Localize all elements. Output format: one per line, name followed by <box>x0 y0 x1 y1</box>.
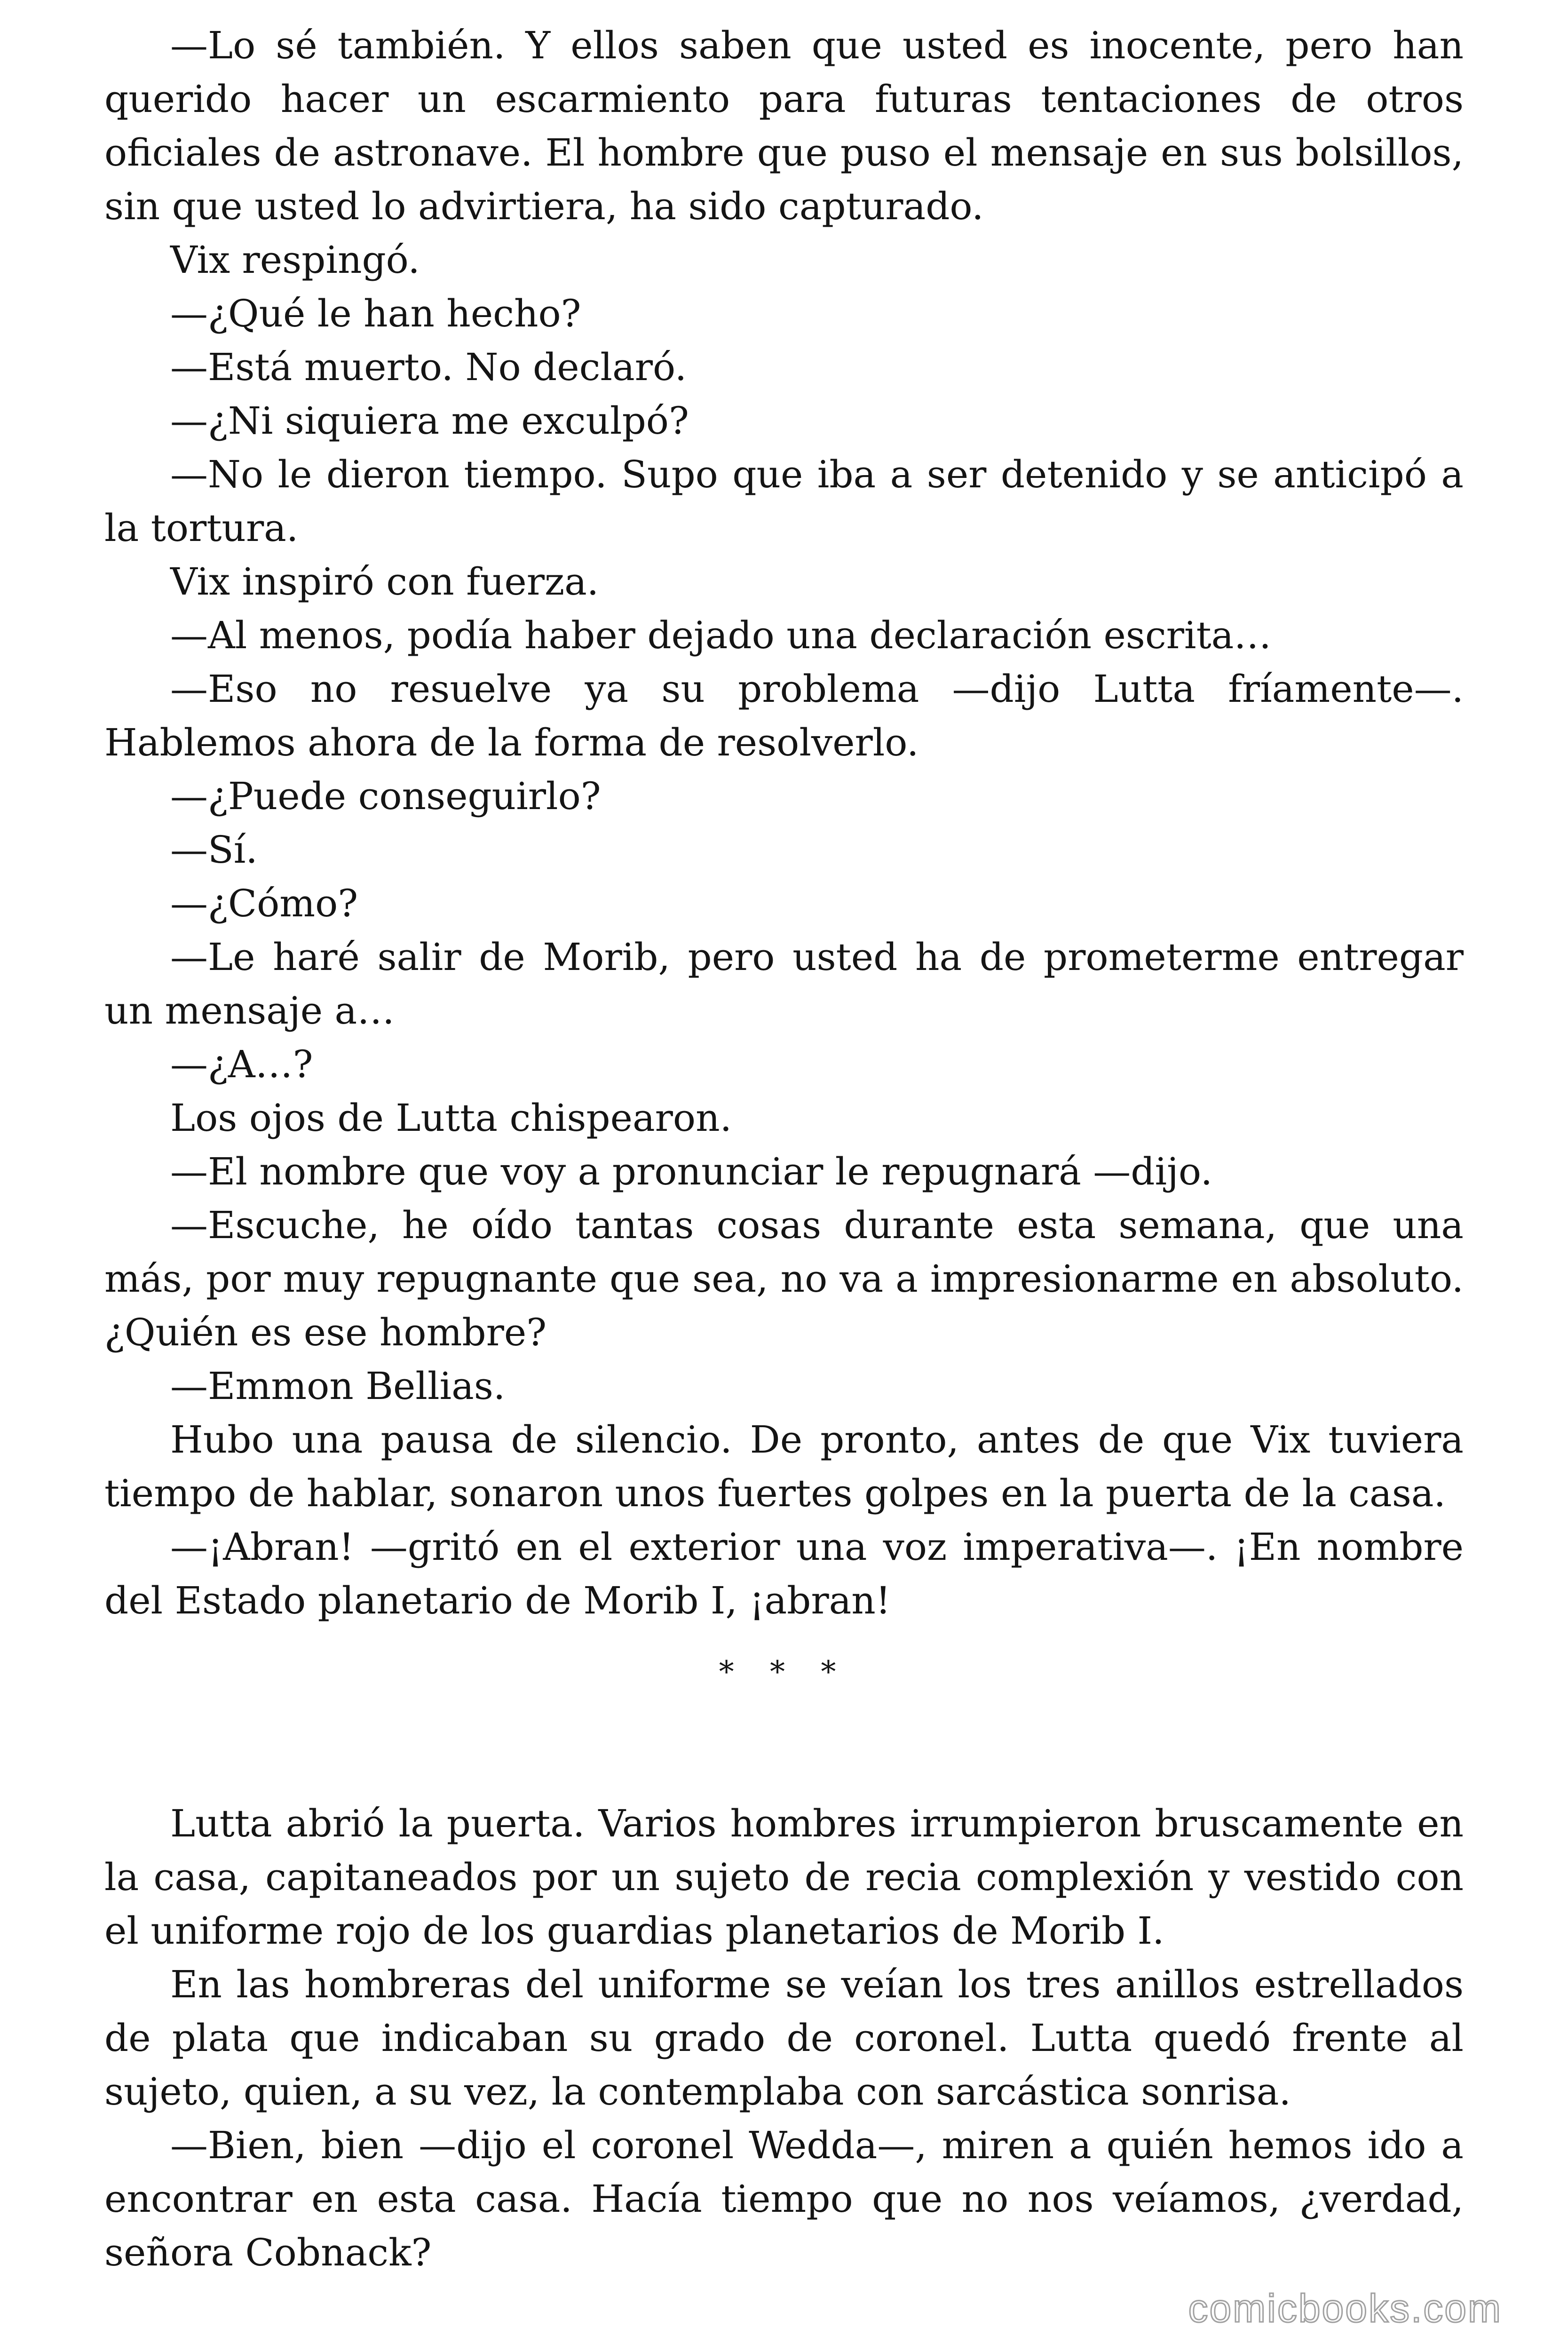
paragraph: —Le haré salir de Morib, pero usted ha de prometerme entregar un mensaje a… <box>104 935 1464 1033</box>
section-break-asterisks: * * * <box>719 1655 849 1690</box>
paragraph: —Lo sé también. Y ellos saben que usted es inocente, pero han querido hacer un escarmiento para futuras tentaciones de otros oficiales de astronave. El hombre que puso el mensaje en sus bolsillos, sin que usted lo advirtiera, ha sido capturado. <box>104 24 1464 228</box>
paragraph: —Escuche, he oído tantas cosas durante esta semana, que una más, por muy repugnante que sea, no va a impresionarme en absoluto. ¿Quién es ese hombre? <box>104 1203 1464 1354</box>
paragraph: Lutta abrió la puerta. Varios hombres irrumpieron bruscamente en la casa, capitaneados por un sujeto de recia complexión y vestido con el uniforme rojo de los guardias planetarios de Morib I. <box>104 1802 1464 1953</box>
paragraph: —Al menos, podía haber dejado una declaración escrita… <box>170 613 1272 657</box>
paragraph: Vix respingó. <box>170 238 420 282</box>
section-break <box>104 1628 1464 1797</box>
paragraph: —Eso no resuelve ya su problema —dijo Lutta fríamente—. Hablemos ahora de la forma de resolverlo. <box>104 667 1464 764</box>
paragraph: Vix inspiró con fuerza. <box>170 560 599 604</box>
paragraph: —Sí. <box>170 828 258 872</box>
paragraph: Hubo una pausa de silencio. De pronto, antes de que Vix tuviera tiempo de hablar, sonaron unos fuertes golpes en la puerta de la casa. <box>104 1418 1464 1515</box>
paragraph: —¿Qué le han hecho? <box>170 292 581 335</box>
paragraph: Los ojos de Lutta chispearon. <box>170 1096 732 1140</box>
paragraph: En las hombreras del uniforme se veían los tres anillos estrellados de plata que indicaban su grado de coronel. Lutta quedó frente al sujeto, quien, a su vez, la contemplaba con sarcástica sonrisa. <box>104 1963 1464 2114</box>
paragraph: —¡Abran! —gritó en el exterior una voz imperativa—. ¡En nombre del Estado planetario de Morib I, ¡abran! <box>104 1525 1464 1622</box>
paragraph: —¿Ni siquiera me exculpó? <box>170 399 689 443</box>
paragraph: —No le dieron tiempo. Supo que iba a ser detenido y se anticipó a la tortura. <box>104 453 1464 550</box>
paragraph: —Está muerto. No declaró. <box>170 345 687 389</box>
paragraph: —Bien, bien —dijo el coronel Wedda—, miren a quién hemos ido a encontrar en esta casa. Hacía tiempo que no nos veíamos, ¿verdad, señora Cobnack? <box>104 2123 1464 2274</box>
book-page <box>104 19 1464 2280</box>
paragraph: —¿Cómo? <box>170 882 358 925</box>
paragraph: —¿A…? <box>170 1042 313 1086</box>
paragraph: —Emmon Bellias. <box>170 1364 506 1408</box>
watermark: comicbooks.com <box>1188 2286 1502 2330</box>
paragraph: —El nombre que voy a pronunciar le repugnará —dijo. <box>170 1150 1213 1193</box>
paragraph: —¿Puede conseguirlo? <box>170 774 601 818</box>
